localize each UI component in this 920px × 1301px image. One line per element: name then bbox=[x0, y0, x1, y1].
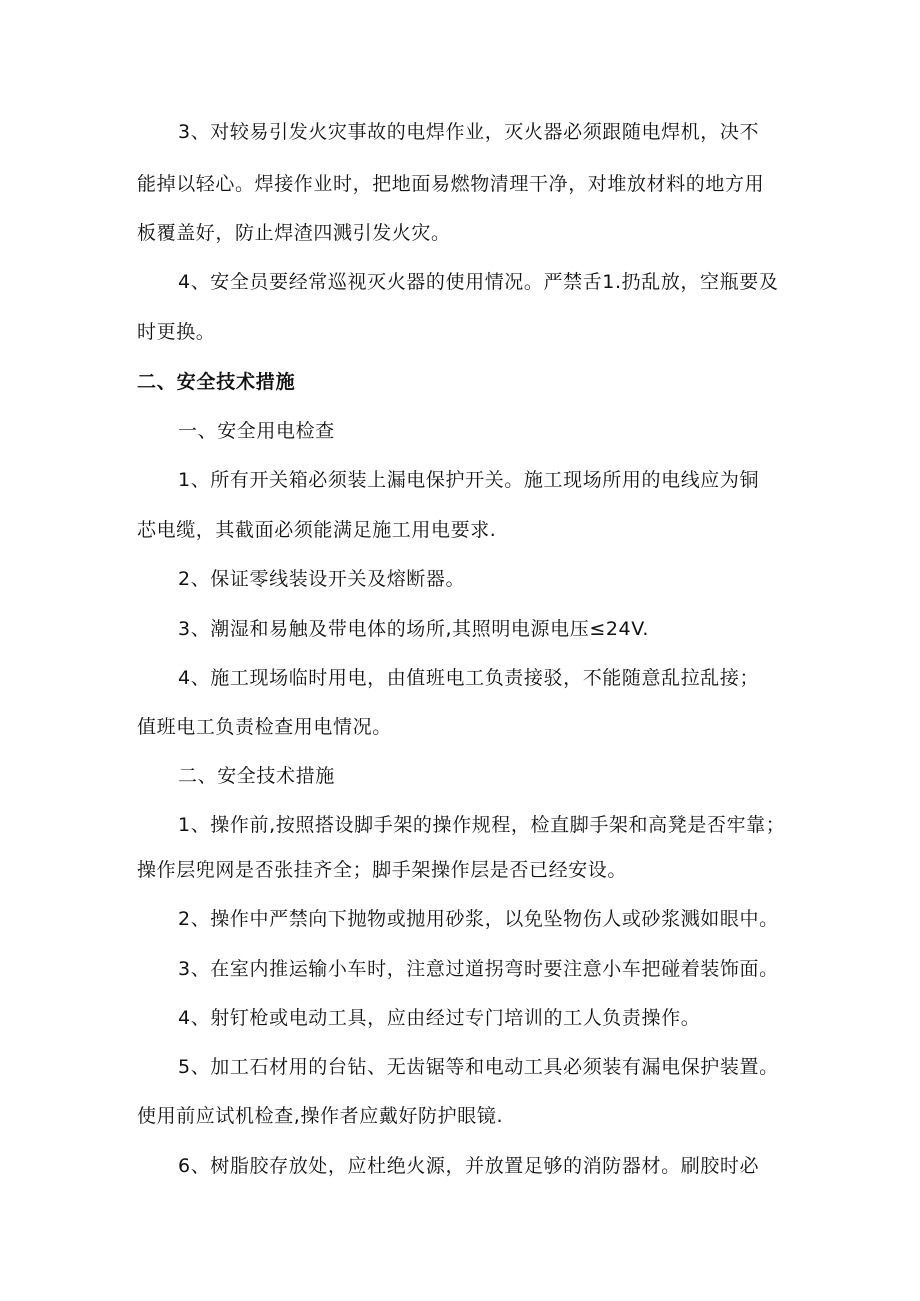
section-heading: 二、安全技术措施 bbox=[137, 371, 296, 393]
paragraph-4-line-2: 时更换。 bbox=[137, 321, 216, 343]
paragraph-3-line-1: 3、对较易引发火灾事故的电焊作业，灭火器必须跟随电焊机，决不 bbox=[178, 121, 760, 143]
sub1-item-2: 2、保证零线装设开关及熔断器。 bbox=[178, 568, 466, 590]
sub2-item-1-line-1: 1、操作前,按照搭设脚手架的操作规程，检直脚手架和高凳是否牢靠； bbox=[178, 814, 786, 836]
sub2-item-3: 3、在室内推运输小车时，注意过道拐弯时要注意小车把碰着装饰面。 bbox=[178, 958, 779, 980]
sub1-item-1-line-1: 1、所有开关箱必须装上漏电保护开关。施工现场所用的电线应为铜 bbox=[178, 469, 760, 491]
sub1-item-3: 3、潮湿和易触及带电体的场所,其照明电源电压≤24V. bbox=[178, 618, 650, 640]
sub1-item-4-line-2: 值班电工负责检查用电情况。 bbox=[137, 716, 392, 738]
sub2-item-2: 2、操作中严禁向下抛物或抛用砂浆，以免坠物伤人或砂浆溅如眼中。 bbox=[178, 908, 779, 930]
sub2-item-5-line-1: 5、加工石材用的台钻、无齿锯等和电动工具必须装有漏电保护装置。 bbox=[178, 1056, 779, 1078]
sub1-item-4-line-1: 4、施工现场临时用电，由值班电工负责接驳，不能随意乱拉乱接； bbox=[178, 667, 760, 689]
paragraph-4-line-1: 4、安全员要经常巡视灭火器的使用情况。严禁舌1.扔乱放，空瓶要及 bbox=[178, 271, 779, 293]
sub2-item-6-line-1: 6、树脂胶存放处，应杜绝火源，并放置足够的消防器材。刷胶时必 bbox=[178, 1155, 760, 1177]
sub1-item-1-line-2: 芯电缆，其截面必须能满足施工用电要求. bbox=[137, 519, 497, 541]
paragraph-3-line-2: 能掉以轻心。焊接作业时，把地面易燃物清理干净，对堆放材料的地方用 bbox=[137, 173, 765, 195]
paragraph-3-line-3: 板覆盖好，防止焊渣四溅引发火灾。 bbox=[137, 222, 451, 244]
sub2-item-4: 4、射钉枪或电动工具，应由经过专门培训的工人负责操作。 bbox=[178, 1007, 701, 1029]
subsection-1-heading: 一、安全用电检查 bbox=[178, 420, 335, 442]
sub2-item-1-line-2: 操作层兜网是否张挂齐全；脚手架操作层是否已经安设。 bbox=[137, 859, 628, 881]
subsection-2-heading: 二、安全技术措施 bbox=[178, 765, 335, 787]
sub2-item-5-line-2: 使用前应试机检查,操作者应戴好防护眼镜. bbox=[137, 1105, 504, 1127]
